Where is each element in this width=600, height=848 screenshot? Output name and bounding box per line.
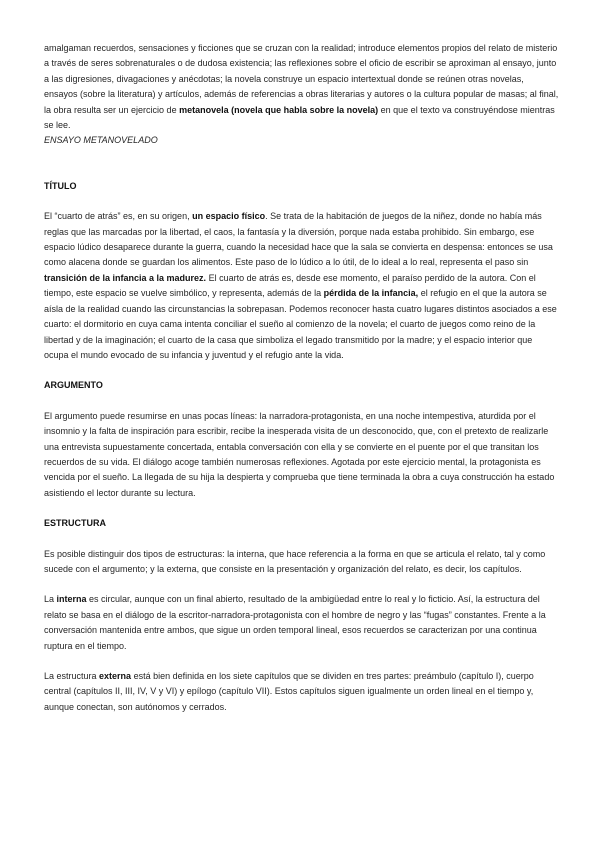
document-page	[44, 41, 559, 715]
intro-text-end: en que el texto va construyéndose mientras se lee.	[44, 104, 555, 131]
titulo-text-2: . Se trata de la habitación de juegos de la niñez, donde no había más reglas que las marcadas por la libertad, el caos, la fantasía y la diversión, porque nada estaba prohibido. Sin embargo, ese espacio lúdico desaparece durante la guerra, cuando la necesidad hace que la sala se convierta en despensa: entonces se usa como alacena donde se guardan los alimentos. Este paso de lo lúdico a lo útil, de lo ideal a lo real, representa el paso sin	[44, 211, 553, 268]
titulo-bold-perdida: pérdida de la infancia,	[323, 288, 419, 299]
titulo-heading: TÍTULO	[44, 180, 77, 191]
estructura-p3-post: está bien definida en los siete capítulos que se dividen en tres partes: preámbulo (capítulo I), cuerpo central (capítulos II, III, IV, V y VI) y epílogo (capítulo VII). Estos capítulos siguen igualmente un orden lineal en el tiempo y, aunque conectan, son autónomos y cerrados.	[44, 671, 534, 712]
estructura-bold-externa: externa	[99, 671, 132, 681]
titulo-text-3: El cuarto de atrás es, desde ese momento, el paraíso perdido de la autora. Con el tiempo, este espacio se vuelve simbólico, y representa, además de la	[44, 272, 536, 299]
argumento-paragraph: El argumento puede resumirse en unas pocas líneas: la narradora-protagonista, en una noche intempestiva, aturdida por el insomnio y la falta de inspiración para escribir, recibe la inesperada visita de un desconocido, que, con el pretexto de realizarle una entrevista supuestamente concertada, entabla conversación con ella y se convierte en el puente por el que transitan los recuerdos de su vida. El diálogo acoge también numerosas reflexiones. Agotada por este ejercicio mental, la protagonista es vencida por el sueño. La llegada de su hija la despierta y comprueba que tiene terminada la obra a cuya construcción ha estado asistiendo el lector durante su lectura.	[44, 410, 555, 498]
estructura-heading: ESTRUCTURA	[44, 518, 106, 529]
estructura-p3-pre: La estructura	[44, 671, 100, 681]
estructura-bold-interna: interna	[56, 594, 87, 605]
estructura-p2-post: es circular, aunque con un final abierto, resultado de la ambigüedad entre lo real y lo ficticio. Así, la estructura del relato se basa en el diálogo de la escritor-narradora-protagonista con el hombre de negro y las “fugas” constantes. Frente a la conversación mantenida entre ambos, que sigue un orden temporal lineal, esos recuerdos se caracterizan por una continua ruptura en el tiempo.	[44, 594, 546, 651]
estructura-paragraph-2	[44, 592, 559, 654]
titulo-text-1: El “cuarto de atrás” es, en su origen,	[44, 211, 193, 222]
intro-italic-label: ENSAYO METANOVELADO	[44, 135, 158, 146]
intro-bold-metanovela: metanovela (novela que habla sobre la novela)	[179, 104, 379, 115]
titulo-bold-transicion: transición de la infancia a la madurez.	[44, 272, 207, 283]
titulo-paragraph	[44, 209, 559, 363]
intro-text: amalgaman recuerdos, sensaciones y ficciones que se cruzan con la realidad; introduce elementos propios del relato de misterio a través de seres sobrenaturales o de dudosa existencia; las reflexiones sobre el oficio de escribir se aproximan al ensayo, junto a las digresiones, divagaciones y anécdotas; la novela construye un espacio intertextual donde se reúnen otras novelas, ensayos (sobre la literatura) y artículos, además de referencias a obras literarias y autores o la cultura popular de masas; al final, la obra resulta ser un ejercicio de	[44, 43, 559, 115]
estructura-paragraph-3	[44, 669, 559, 715]
estructura-p2-pre: La	[44, 594, 57, 605]
titulo-text-4: el refugio en el que la autora se aísla de la realidad cuando las circunstancias la sobrepasan. Podemos reconocer hasta cuatro lugares distintos asociados a ese cuarto: el dormitorio en cuya cama intenta conciliar el sueño al comienzo de la novela; el cuarto de juegos como reino de la libertad y de la imaginación; el cuarto de la casa que simboliza el legado transmitido por la madre; y el espacio interior que ocupa el mundo evocado de su infancia y juventud y el refugio ante la vida.	[44, 288, 557, 360]
titulo-bold-espacio-fisico: un espacio físico	[192, 211, 266, 222]
estructura-paragraph-1: Es posible distinguir dos tipos de estructuras: la interna, que hace referencia a la forma en que se articula el relato, tal y como sucede con el argumento; y la externa, que consiste en la presentación y organización del relato, es decir, los capítulos.	[44, 548, 546, 574]
argumento-heading: ARGUMENTO	[44, 380, 103, 391]
intro-paragraph	[44, 41, 559, 149]
